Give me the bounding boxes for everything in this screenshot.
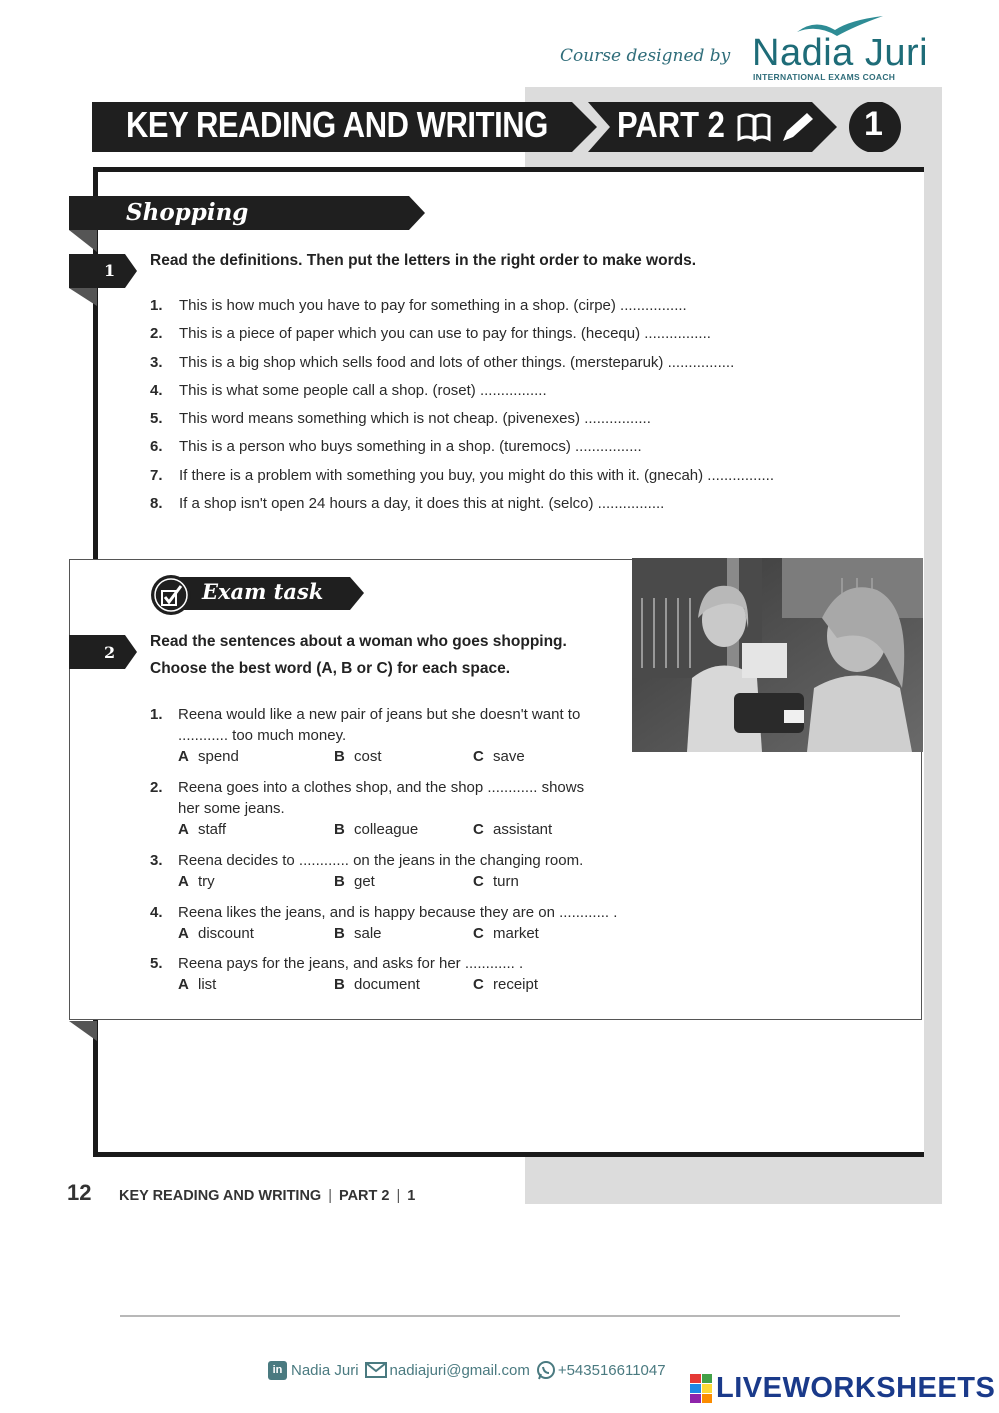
list-item: [150, 438, 870, 466]
item-number: 7.: [150, 466, 163, 484]
option-a[interactable]: A discount: [178, 925, 254, 942]
option-b[interactable]: B cost: [334, 748, 382, 765]
question-number: 4.: [150, 904, 163, 921]
question-5: [150, 953, 620, 995]
liveworksheets-watermark[interactable]: LIVEWORKSHEETS: [690, 1372, 995, 1405]
item-text: This word means something which is not cheap. (pivenexes) ................: [179, 410, 651, 428]
question-3: [150, 850, 620, 892]
option-c[interactable]: C receipt: [473, 976, 539, 993]
option-b[interactable]: B get: [334, 873, 375, 890]
task-2-instruction-line2: Choose the best word (A, B or C) for each space.: [150, 660, 511, 677]
option-a[interactable]: A staff: [178, 821, 227, 838]
contact-linkedin[interactable]: in Nadia Juri: [268, 1361, 359, 1380]
question-text: Reena goes into a clothes shop, and the shop ............ shows: [178, 779, 585, 796]
contact-whatsapp[interactable]: +543516611047: [536, 1360, 666, 1380]
item-number: 1.: [150, 297, 163, 314]
option-c[interactable]: C market: [473, 925, 539, 942]
list-item: [150, 410, 870, 438]
option-c[interactable]: C turn: [473, 873, 519, 890]
option-b[interactable]: B colleague: [334, 821, 419, 838]
section-title-shopping: Shopping: [126, 199, 249, 226]
item-number: 3.: [150, 353, 163, 371]
banner-part: PART 2: [617, 104, 725, 145]
course-designed-by: Course designed by: [560, 46, 731, 66]
book-pen-icon: [735, 111, 815, 143]
task-number-tag-2: [69, 635, 137, 687]
question-text-cont: ............ too much money.: [178, 727, 347, 744]
contact-email[interactable]: nadiajuri@gmail.com: [365, 1362, 530, 1379]
task-number-2: 2: [104, 643, 116, 662]
list-item: [150, 325, 870, 353]
item-text: If a shop isn't open 24 hours a day, it does this at night. (selco) ................: [179, 495, 665, 513]
answer-options: [178, 746, 620, 767]
question-number: 3.: [150, 852, 163, 869]
question-number: 2.: [150, 779, 163, 796]
task-number-tag-1: [69, 254, 137, 306]
item-text: This is how much you have to pay for something in a shop. (cirpe) ................: [179, 297, 687, 314]
item-number: 5.: [150, 410, 163, 428]
corner-shadow: [69, 1021, 99, 1041]
task-1-instruction: Read the definitions. Then put the letters in the right order to make words.: [150, 252, 696, 269]
question-1: [150, 704, 620, 767]
answer-options: [178, 871, 620, 892]
item-text: This is a piece of paper which you can use to pay for things. (hecequ) ................: [179, 325, 711, 343]
item-number: 4.: [150, 381, 163, 399]
question-text: Reena would like a new pair of jeans but she doesn't want to: [178, 706, 581, 723]
option-c[interactable]: C save: [473, 748, 525, 765]
question-2: [150, 777, 620, 840]
footer-title: KEY READING AND WRITING | PART 2 | 1: [119, 1188, 416, 1204]
question-text-cont: her some jeans.: [178, 800, 285, 817]
item-text: If there is a problem with something you buy, you might do this with it. (gnecah) ................: [179, 466, 774, 484]
list-item: [150, 382, 870, 410]
definitions-list: [150, 297, 870, 523]
answer-options: [178, 974, 620, 995]
liveworksheets-logo-icon: [690, 1374, 712, 1404]
shopping-photo: [632, 558, 923, 752]
exam-task-title: Exam task: [202, 579, 324, 604]
question-4: [150, 902, 620, 944]
item-number: 2.: [150, 325, 163, 343]
banner-title: KEY READING AND WRITING: [126, 104, 548, 145]
checkbox-tick-icon: [159, 583, 185, 609]
item-text: This is a person who buys something in a shop. (turemocs) ................: [179, 438, 642, 456]
item-text: This is a big shop which sells food and lots of other things. (mersteparuk) ................: [179, 353, 735, 371]
contact-bar: [268, 1360, 672, 1380]
brand-subtitle: INTERNATIONAL EXAMS COACH: [753, 72, 896, 82]
divider: [120, 1315, 900, 1317]
item-number: 8.: [150, 495, 163, 513]
item-text: This is what some people call a shop. (roset) ................: [179, 381, 547, 399]
brand-name: Nadia Juri: [752, 32, 929, 74]
option-c[interactable]: C assistant: [473, 821, 553, 838]
unit-number: 1: [864, 105, 883, 143]
answer-options: [178, 819, 620, 840]
option-b[interactable]: B sale: [334, 925, 382, 942]
list-item: [150, 354, 870, 382]
mail-icon: [365, 1362, 387, 1378]
list-item: [150, 467, 870, 495]
whatsapp-icon: [536, 1360, 556, 1380]
question-number: 5.: [150, 955, 163, 972]
question-text: Reena decides to ............ on the jeans in the changing room.: [178, 852, 584, 869]
question-number: 1.: [150, 706, 163, 723]
option-b[interactable]: B document: [334, 976, 420, 993]
answer-options: [178, 923, 620, 944]
linkedin-icon: in: [268, 1361, 287, 1380]
option-a[interactable]: A spend: [178, 748, 239, 765]
list-item: [150, 297, 870, 325]
question-text: Reena pays for the jeans, and asks for her ............ .: [178, 955, 524, 972]
list-item: [150, 495, 870, 523]
option-a[interactable]: A list: [178, 976, 217, 993]
item-number: 6.: [150, 438, 163, 456]
task-2-instruction-line1: Read the sentences about a woman who goes shopping.: [150, 633, 567, 650]
page-number: 12: [67, 1180, 92, 1205]
task-number-1: 1: [104, 261, 116, 280]
question-text: Reena likes the jeans, and is happy because they are on ............ .: [178, 904, 618, 921]
option-a[interactable]: A try: [178, 873, 215, 890]
